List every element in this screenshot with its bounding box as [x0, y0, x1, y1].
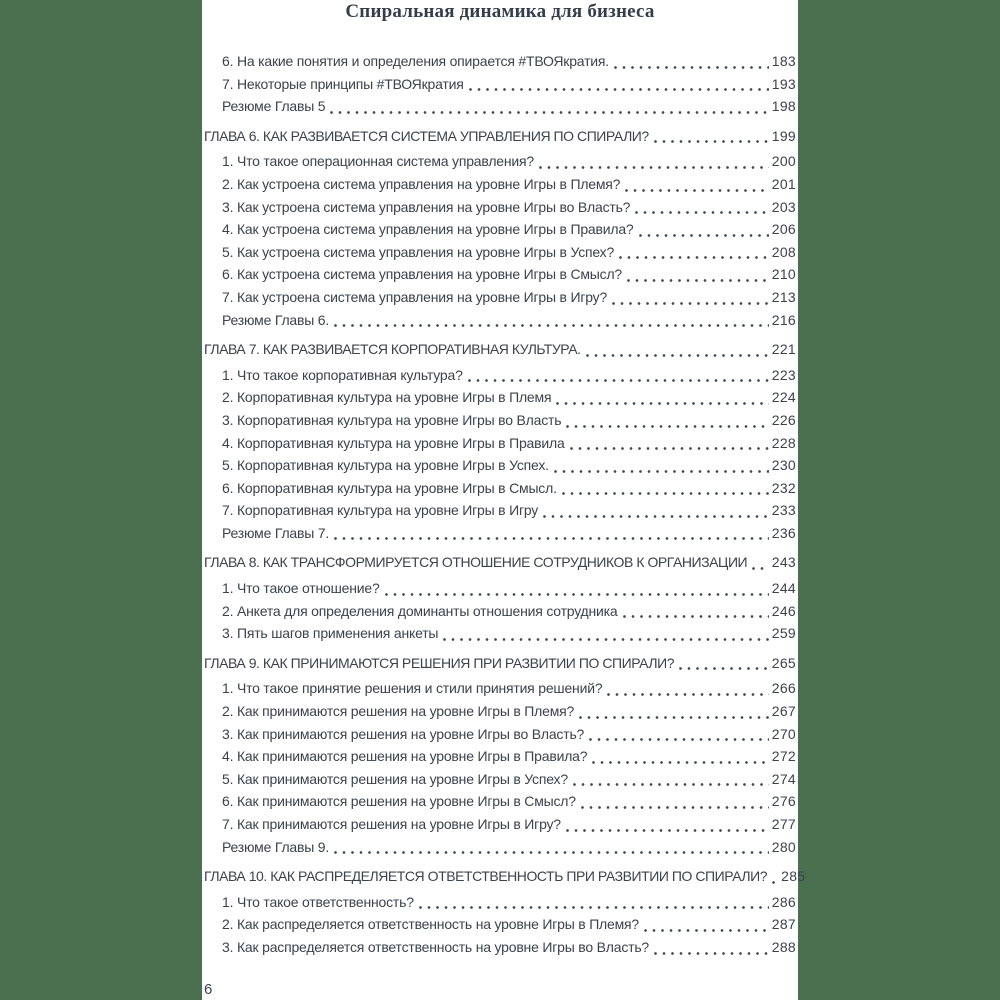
toc-entry — [204, 409, 796, 432]
dot-leader — [566, 829, 769, 832]
toc-entry-label: ГЛАВА 6. КАК РАЗВИВАЕТСЯ СИСТЕМА УПРАВЛЕНИЯ ПО СПИРАЛИ? — [204, 127, 649, 144]
toc-entry — [204, 173, 796, 196]
toc-entry — [204, 551, 796, 574]
toc-entry-label: 4. Как принимаются решения на уровне Игры в Правила? — [222, 748, 588, 765]
toc-entry-label: Резюме Главы 7. — [222, 524, 330, 541]
dot-leader — [543, 515, 769, 518]
toc-entry-label: 3. Как распределяется ответственность на уровне Игры во Власть? — [222, 938, 650, 955]
toc-entry — [204, 913, 796, 936]
toc-entry — [204, 218, 796, 241]
toc-entry-page-number: 285 — [781, 868, 806, 885]
toc-entry — [204, 723, 796, 746]
dot-leader — [539, 166, 769, 169]
toc-entry — [204, 936, 796, 959]
toc-entry-label: 3. Как принимаются решения на уровне Игры во Власть? — [222, 725, 585, 742]
toc-entry-label: 4. Корпоративная культура на уровне Игры в Правила — [222, 434, 565, 451]
toc-entry-label: 6. Корпоративная культура на уровне Игры в Смысл. — [222, 479, 557, 496]
toc-entry-label: 7. Некоторые принципы #ТВОЯкратия — [222, 75, 464, 92]
toc-entry-label: 3. Как устроена система управления на уровне Игры во Власть? — [222, 198, 631, 215]
toc-entry — [204, 499, 796, 522]
toc-entry-page-number: 259 — [771, 625, 796, 642]
toc-entry-label: 1. Что такое принятие решения и стили принятия решений? — [222, 680, 603, 697]
toc-entry-page-number: 206 — [771, 221, 796, 238]
dot-leader — [573, 783, 769, 786]
toc-entry — [204, 241, 796, 264]
dot-leader — [469, 88, 769, 91]
dot-leader — [586, 354, 769, 357]
dot-leader — [554, 470, 769, 473]
toc-entry-label: ГЛАВА 9. КАК ПРИНИМАЮТСЯ РЕШЕНИЯ ПРИ РАЗВИТИИ ПО СПИРАЛИ? — [204, 654, 675, 671]
toc-entry — [204, 196, 796, 219]
toc-entry-label: 7. Как устроена система управления на уровне Игры в Игру? — [222, 288, 608, 305]
toc-entry-page-number: 265 — [771, 654, 796, 671]
toc-entry-label: 6. На какие понятия и определения опирается #ТВОЯкратия. — [222, 53, 609, 69]
dot-leader — [654, 140, 769, 143]
dot-leader — [330, 111, 768, 114]
dot-leader — [334, 324, 769, 327]
toc-entry — [204, 577, 796, 600]
toc-entry-page-number: 280 — [771, 838, 796, 855]
toc-entry-page-number: 216 — [771, 311, 796, 328]
toc-entry-page-number: 230 — [771, 457, 796, 474]
dot-leader — [443, 638, 768, 641]
toc-entry-page-number: 226 — [771, 411, 796, 428]
dot-leader — [581, 806, 769, 809]
dot-leader — [334, 851, 769, 854]
toc-entry-page-number: 243 — [771, 554, 796, 571]
toc-entry — [204, 125, 796, 148]
toc-entry-page-number: 198 — [771, 98, 796, 115]
dot-leader — [614, 66, 769, 69]
dot-leader — [635, 211, 768, 214]
dot-leader — [556, 402, 768, 405]
toc-entry-label: 2. Как принимаются решения на уровне Игры в Племя? — [222, 703, 575, 720]
toc-entry-page-number: 244 — [771, 580, 796, 597]
toc-entry-label: 7. Как принимаются решения на уровне Игры в Игру? — [222, 816, 561, 832]
toc-entry-label: 1. Что такое ответственность? — [222, 893, 414, 910]
toc-entry-page-number: 246 — [771, 602, 796, 619]
toc-entry-label: 4. Как устроена система управления на уровне Игры в Правила? — [222, 221, 634, 238]
dot-leader — [570, 447, 769, 450]
dot-leader — [592, 761, 768, 764]
dot-leader — [679, 667, 769, 670]
dot-leader — [623, 615, 769, 618]
toc-entry-label: 2. Как устроена система управления на уровне Игры в Племя? — [222, 175, 621, 192]
toc-entry-page-number: 276 — [771, 793, 796, 810]
toc-entry-label: 5. Как принимаются решения на уровне Игры в Успех? — [222, 770, 568, 787]
toc-entry — [204, 286, 796, 309]
dot-leader — [772, 881, 778, 884]
toc-entry-page-number: 224 — [771, 389, 796, 406]
toc-entry-page-number: 288 — [771, 938, 796, 955]
toc-entry — [204, 309, 796, 332]
dot-leader — [639, 234, 769, 237]
dot-leader — [562, 492, 769, 495]
toc-entry-page-number: 287 — [771, 916, 796, 933]
dot-leader — [752, 567, 769, 570]
toc-entry-page-number: 200 — [771, 153, 796, 170]
table-of-contents — [204, 50, 806, 959]
toc-entry — [204, 338, 796, 361]
toc-entry — [204, 95, 796, 118]
toc-entry — [204, 263, 796, 286]
toc-entry — [204, 652, 796, 675]
toc-entry — [204, 73, 796, 96]
dot-leader — [644, 929, 769, 932]
toc-entry — [204, 768, 796, 791]
toc-entry-page-number: 233 — [771, 502, 796, 519]
toc-entry-page-number: 183 — [771, 53, 796, 69]
toc-entry-page-number: 223 — [771, 366, 796, 383]
toc-entry-page-number: 210 — [771, 266, 796, 283]
toc-entry-page-number: 208 — [771, 243, 796, 260]
dot-leader — [334, 537, 769, 540]
toc-entry-page-number: 277 — [771, 816, 796, 832]
toc-entry-label: Резюме Главы 6. — [222, 311, 330, 328]
toc-entry — [204, 790, 796, 813]
toc-entry-page-number: 221 — [771, 341, 796, 358]
toc-entry-page-number: 203 — [771, 198, 796, 215]
toc-entry-label: 3. Корпоративная культура на уровне Игры во Власть — [222, 411, 562, 428]
dot-leader — [625, 189, 768, 192]
dot-leader — [627, 279, 769, 282]
dot-leader — [419, 906, 769, 909]
toc-entry-page-number: 213 — [771, 288, 796, 305]
toc-entry-label: Резюме Главы 5 — [222, 98, 326, 115]
toc-entry-page-number: 236 — [771, 524, 796, 541]
dot-leader — [468, 379, 769, 382]
toc-entry-label: 6. Как принимаются решения на уровне Игры в Смысл? — [222, 793, 576, 810]
toc-entry — [204, 364, 796, 387]
toc-entry-label: 2. Корпоративная культура на уровне Игры в Племя — [222, 389, 552, 406]
dot-leader — [654, 952, 769, 955]
toc-entry-page-number: 193 — [771, 75, 796, 92]
toc-entry-label: 7. Корпоративная культура на уровне Игры в Игру — [222, 502, 539, 519]
toc-entry-page-number: 286 — [771, 893, 796, 910]
toc-entry — [204, 745, 796, 768]
toc-entry-label: ГЛАВА 8. КАК ТРАНСФОРМИРУЕТСЯ ОТНОШЕНИЕ СОТРУДНИКОВ К ОРГАНИЗАЦИИ — [204, 554, 748, 571]
toc-entry-label: 6. Как устроена система управления на уровне Игры в Смысл? — [222, 266, 623, 283]
toc-entry — [204, 865, 806, 888]
toc-entry — [204, 454, 796, 477]
toc-entry-label: 5. Корпоративная культура на уровне Игры в Успех. — [222, 457, 549, 474]
toc-entry — [204, 700, 796, 723]
toc-entry-page-number: 267 — [771, 703, 796, 720]
toc-entry-label: 2. Как распределяется ответственность на уровне Игры в Племя? — [222, 916, 640, 933]
dot-leader — [566, 425, 768, 428]
toc-entry — [204, 891, 796, 914]
toc-entry-label: ГЛАВА 10. КАК РАСПРЕДЕЛЯЕТСЯ ОТВЕТСТВЕННОСТЬ ПРИ РАЗВИТИИ ПО СПИРАЛИ? — [204, 868, 768, 885]
toc-entry — [204, 50, 796, 73]
toc-entry — [204, 386, 796, 409]
toc-entry-label: 5. Как устроена система управления на уровне Игры в Успех? — [222, 243, 615, 260]
toc-entry-label: Резюме Главы 9. — [222, 838, 330, 855]
toc-entry-page-number: 201 — [771, 175, 796, 192]
toc-entry-page-number: 266 — [771, 680, 796, 697]
dot-leader — [579, 716, 769, 719]
toc-entry — [204, 432, 796, 455]
toc-entry-page-number: 274 — [771, 770, 796, 787]
dot-leader — [385, 593, 769, 596]
toc-entry — [204, 522, 796, 545]
book-page — [202, 0, 806, 1000]
toc-entry — [204, 150, 796, 173]
toc-entry-label: 1. Что такое отношение? — [222, 580, 380, 597]
toc-entry — [204, 813, 796, 836]
dot-leader — [589, 738, 769, 741]
toc-entry-page-number: 232 — [771, 479, 796, 496]
page-number: 6 — [204, 981, 213, 998]
running-title: Спиральная динамика для бизнеса — [345, 1, 655, 22]
toc-entry-label: 2. Анкета для определения доминанты отношения сотрудника — [222, 602, 618, 619]
dot-leader — [619, 256, 769, 259]
toc-entry — [204, 836, 796, 859]
toc-entry-page-number: 272 — [771, 748, 796, 765]
toc-entry — [204, 477, 796, 500]
toc-entry-label: 1. Что такое операционная система управления? — [222, 153, 534, 170]
toc-entry-page-number: 228 — [771, 434, 796, 451]
toc-entry-page-number: 199 — [771, 127, 796, 144]
toc-entry-label: 1. Что такое корпоративная культура? — [222, 366, 463, 383]
toc-entry — [204, 622, 796, 645]
toc-entry-label: 3. Пять шагов применения анкеты — [222, 625, 439, 642]
dot-leader — [612, 302, 769, 305]
toc-entry-page-number: 270 — [771, 725, 796, 742]
toc-entry-label: ГЛАВА 7. КАК РАЗВИВАЕТСЯ КОРПОРАТИВНАЯ КУЛЬТУРА. — [204, 341, 581, 358]
dot-leader — [607, 693, 768, 696]
toc-entry — [204, 600, 796, 623]
toc-entry — [204, 677, 796, 700]
